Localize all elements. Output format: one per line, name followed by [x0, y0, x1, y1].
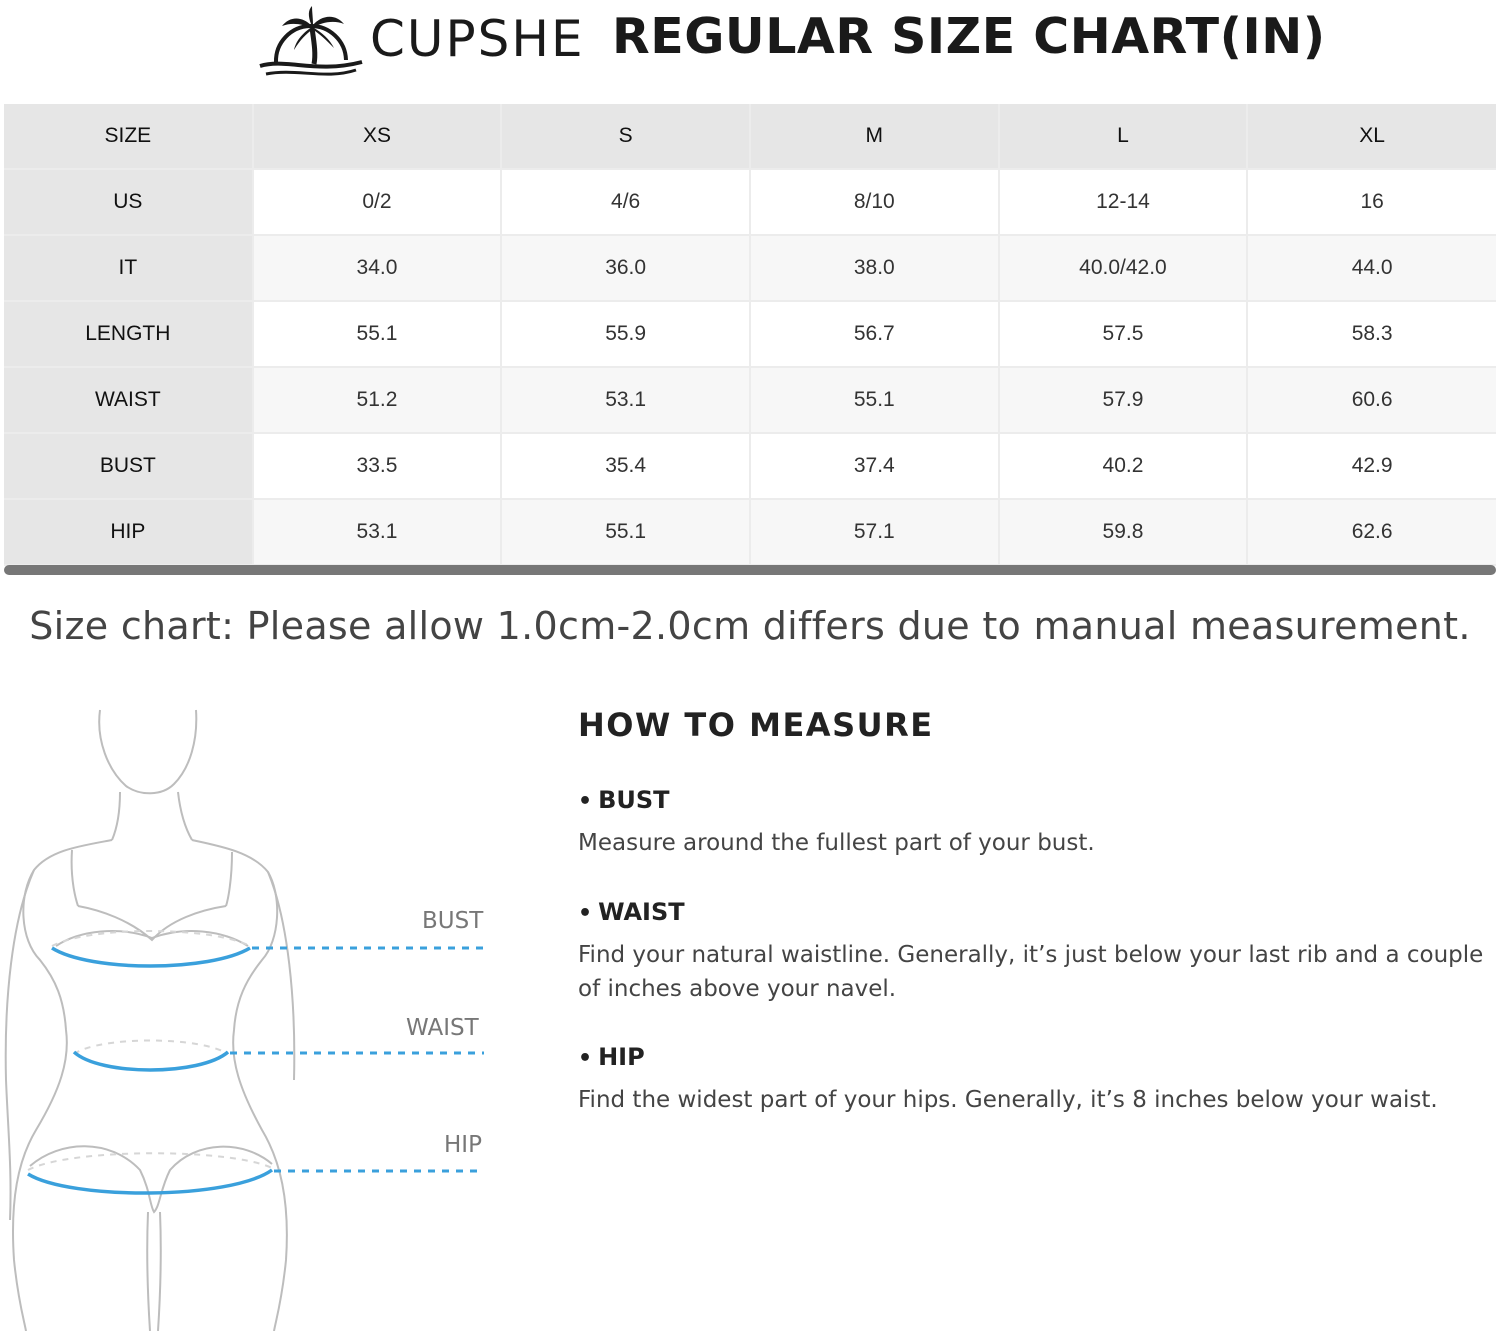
row-label-cell: IT: [4, 235, 253, 301]
brand-name: CUPSHE: [370, 10, 585, 68]
table-cell: 44.0: [1247, 235, 1496, 301]
table-cell: 51.2: [253, 367, 502, 433]
waist-heading: [578, 898, 685, 926]
bullet: •: [578, 901, 593, 926]
table-cell: 35.4: [501, 433, 750, 499]
table-cell: 53.1: [501, 367, 750, 433]
table-cell: 55.1: [253, 301, 502, 367]
table-header-cell: SIZE: [4, 104, 253, 169]
bullet: •: [578, 789, 593, 814]
table-cell: 57.1: [750, 499, 999, 565]
body-measurement-figure: [0, 700, 520, 1331]
waist-heading-text: WAIST: [598, 898, 685, 926]
table-cell: 57.9: [999, 367, 1248, 433]
table-cell: 57.5: [999, 301, 1248, 367]
hip-label: HIP: [444, 1132, 482, 1158]
table-row: [4, 433, 1496, 499]
table-cell: 38.0: [750, 235, 999, 301]
table-cell: 4/6: [501, 169, 750, 235]
table-header-cell: M: [750, 104, 999, 169]
palm-tree-logo-icon: [256, 2, 366, 78]
table-cell: 0/2: [253, 169, 502, 235]
table-cell: 53.1: [253, 499, 502, 565]
table-cell: 55.1: [501, 499, 750, 565]
table-cell: 58.3: [1247, 301, 1496, 367]
row-label-cell: BUST: [4, 433, 253, 499]
bust-heading-text: BUST: [598, 786, 670, 814]
waist-instruction: Find your natural waistline. Generally, it’s just below your last rib and a couple of inches above your navel.: [578, 942, 1484, 1002]
table-header-cell: S: [501, 104, 750, 169]
size-chart-table: [4, 104, 1496, 566]
table-row: [4, 301, 1496, 367]
table-cell: 16: [1247, 169, 1496, 235]
bust-label: BUST: [422, 908, 484, 934]
table-header-row: [4, 104, 1496, 169]
table-cell: 40.0/42.0: [999, 235, 1248, 301]
table-cell: 36.0: [501, 235, 750, 301]
table-cell: 37.4: [750, 433, 999, 499]
hip-heading: [578, 1043, 645, 1071]
table-cell: 42.9: [1247, 433, 1496, 499]
table-row: [4, 169, 1496, 235]
table-cell: 62.6: [1247, 499, 1496, 565]
header: [0, 0, 1500, 96]
row-label-cell: HIP: [4, 499, 253, 565]
bust-instruction: Measure around the fullest part of your bust.: [578, 830, 1095, 856]
table-cell: 33.5: [253, 433, 502, 499]
table-cell: 8/10: [750, 169, 999, 235]
page-title: REGULAR SIZE CHART(IN): [612, 8, 1326, 65]
table-row: [4, 367, 1496, 433]
table-cell: 40.2: [999, 433, 1248, 499]
table-row: [4, 499, 1496, 565]
row-label-cell: LENGTH: [4, 301, 253, 367]
table-cell: 55.9: [501, 301, 750, 367]
hip-instruction: Find the widest part of your hips. Generally, it’s 8 inches below your waist.: [578, 1087, 1438, 1113]
bullet: •: [578, 1046, 593, 1071]
table-header-cell: L: [999, 104, 1248, 169]
table-cell: 12-14: [999, 169, 1248, 235]
hip-heading-text: HIP: [598, 1043, 645, 1071]
row-label-cell: WAIST: [4, 367, 253, 433]
table-cell: 56.7: [750, 301, 999, 367]
bust-heading: [578, 786, 670, 814]
waist-label: WAIST: [406, 1015, 479, 1041]
how-to-measure-title: HOW TO MEASURE: [578, 706, 934, 744]
table-cell: 34.0: [253, 235, 502, 301]
table-cell: 60.6: [1247, 367, 1496, 433]
table-row: [4, 235, 1496, 301]
row-label-cell: US: [4, 169, 253, 235]
table-cell: 59.8: [999, 499, 1248, 565]
table-header-cell: XL: [1247, 104, 1496, 169]
measurement-note: Size chart: Please allow 1.0cm-2.0cm differs due to manual measurement.: [29, 604, 1471, 648]
table-header-cell: XS: [253, 104, 502, 169]
table-scrollbar: [4, 565, 1496, 575]
table-cell: 55.1: [750, 367, 999, 433]
